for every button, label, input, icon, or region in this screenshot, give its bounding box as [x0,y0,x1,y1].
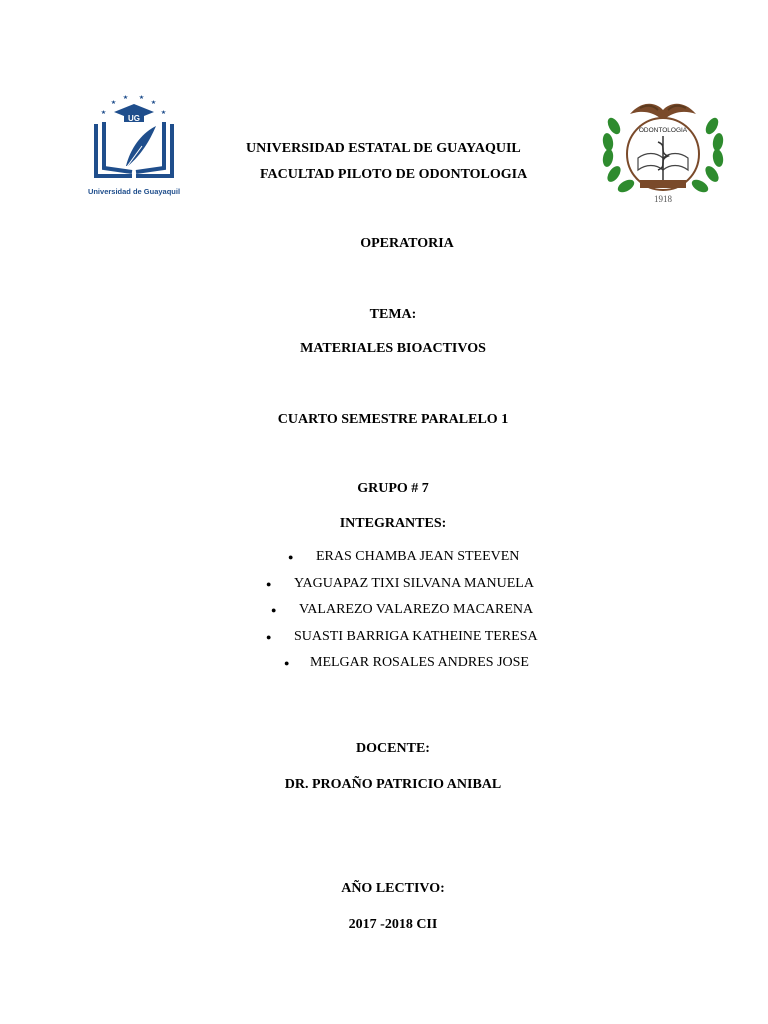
ug-logo-graphic [82,92,186,202]
odontologia-logo-graphic [600,96,726,208]
svg-text:UG: UG [128,114,140,123]
course-info: CUARTO SEMESTRE PARALELO 1 [277,412,509,427]
group-number: GRUPO # 7 [357,481,429,496]
list-item [0,627,768,654]
subject-title: OPERATORIA [360,236,454,251]
facultad-odontologia-logo [600,96,726,208]
member-name: MELGAR ROSALES ANDRES JOSE [310,655,529,670]
list-item [0,547,768,574]
universidad-guayaquil-logo [82,92,186,202]
topic-value: MATERIALES BIOACTIVOS [300,341,486,356]
quill-icon [126,126,156,166]
school-year-label: AÑO LECTIVO: [341,881,445,896]
member-name: YAGUAPAZ TIXI SILVANA MANUELA [294,575,534,591]
member-name: SUASTI BARRIGA KATHEINE TERESA [294,628,538,644]
bullet-icon: ● [284,658,290,668]
bullet-icon: ● [266,578,272,589]
teacher-label: DOCENTE: [356,741,430,756]
bullet-icon: ● [271,605,277,615]
logo-left-caption: Universidad de Guayaquil [87,187,181,196]
members-list [0,547,768,680]
logo-right-caption: ODONTOLOGIA [638,127,688,134]
seal-base [640,180,686,188]
list-item [0,653,768,680]
teacher-name: DR. PROAÑO PATRICIO ANIBAL [284,777,502,792]
school-year-value: 2017 -2018 CII [348,917,438,932]
bullet-icon: ● [288,552,294,562]
list-item [0,600,768,627]
eagle-icon [630,104,696,118]
list-item [0,574,768,601]
members-label: INTEGRANTES: [339,516,447,531]
university-name: UNIVERSIDAD ESTATAL DE GUAYAQUIL [246,141,521,156]
graduation-cap-icon [114,104,154,123]
bullet-icon: ● [266,631,272,642]
member-name: ERAS CHAMBA JEAN STEEVEN [316,549,520,564]
topic-label: TEMA: [369,307,417,322]
faculty-name: FACULTAD PILOTO DE ODONTOLOGIA [260,167,528,182]
member-name: VALAREZO VALAREZO MACARENA [299,602,534,617]
logo-right-year: 1918 [654,194,672,204]
